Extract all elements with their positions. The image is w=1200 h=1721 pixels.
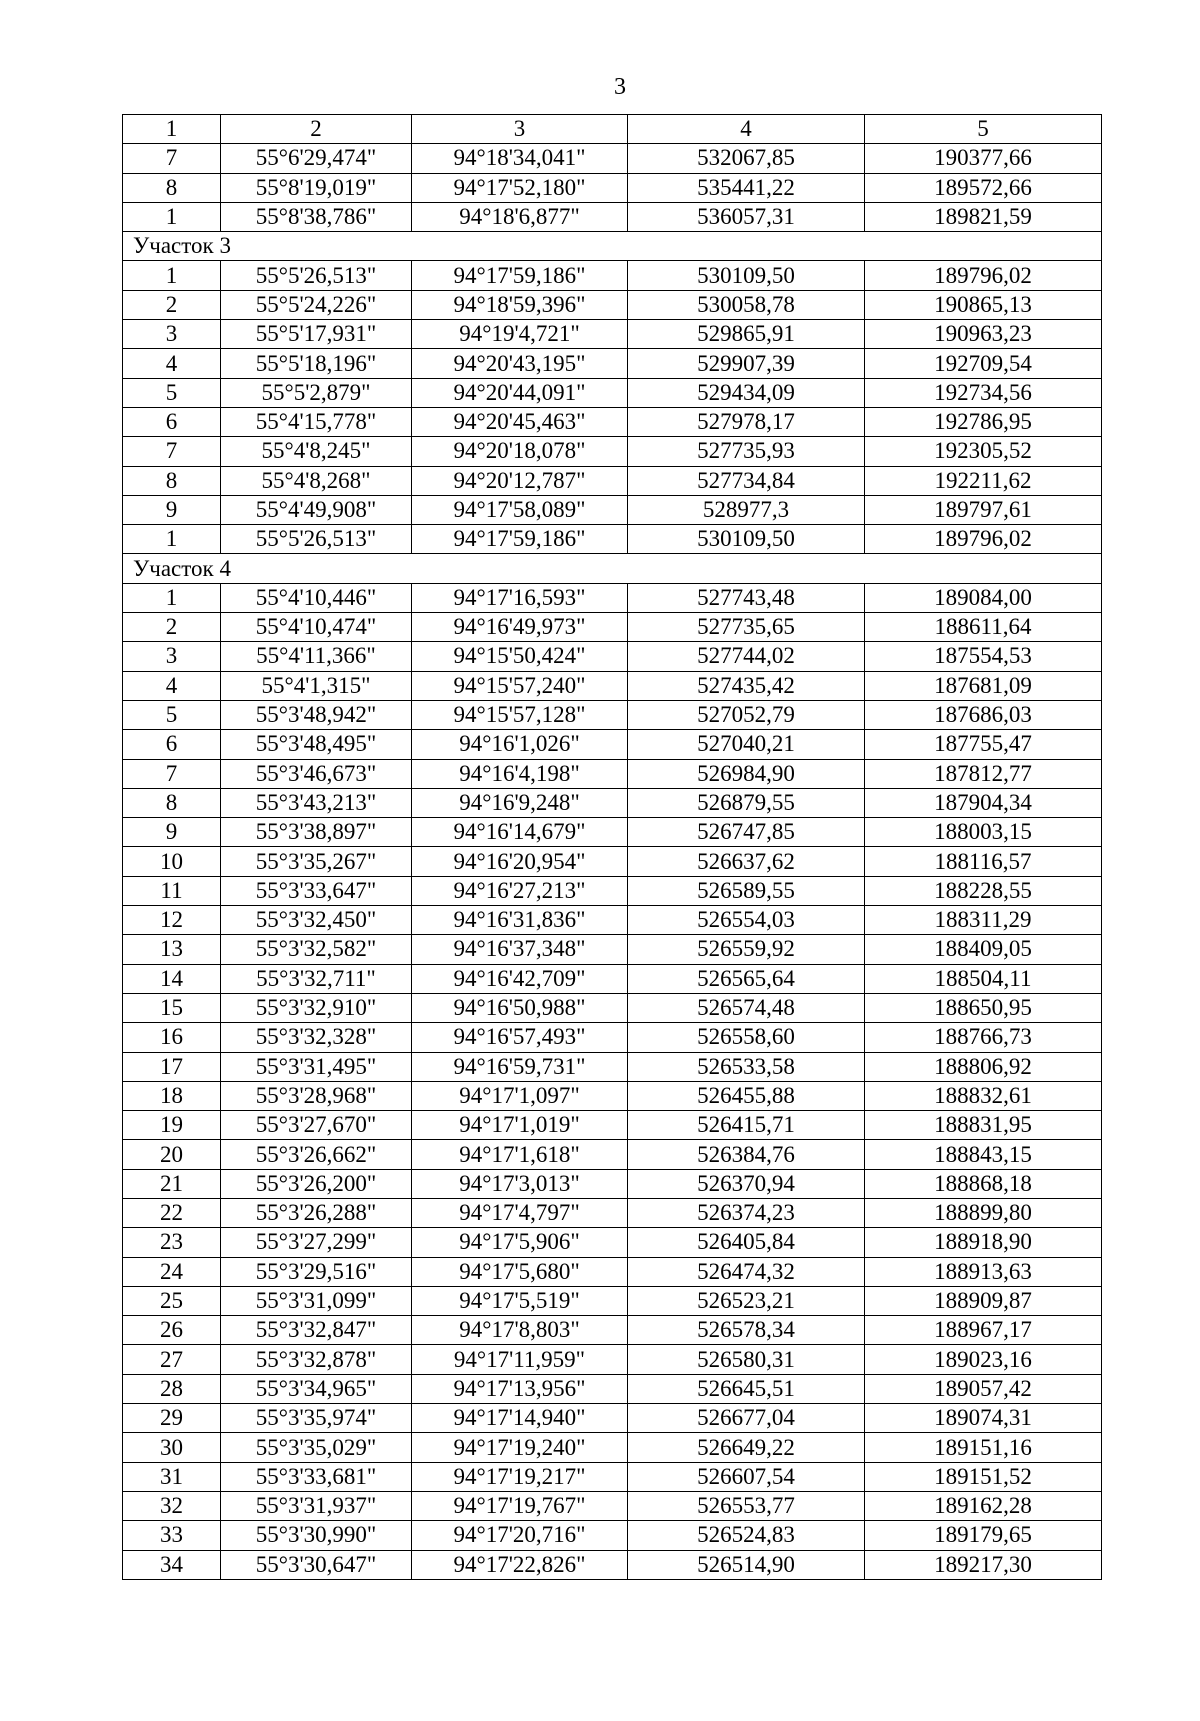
longitude-cell: 94°16'49,973": [412, 613, 628, 642]
latitude-cell: 55°3'31,937": [221, 1491, 412, 1520]
longitude-cell: 94°16'27,213": [412, 876, 628, 905]
y-coordinate-cell: 189074,31: [865, 1404, 1102, 1433]
x-coordinate-cell: 527052,79: [628, 700, 865, 729]
point-number-cell: 10: [123, 847, 221, 876]
y-coordinate-cell: 190377,66: [865, 144, 1102, 173]
y-coordinate-cell: 188116,57: [865, 847, 1102, 876]
latitude-cell: 55°5'18,196": [221, 349, 412, 378]
table-row: [123, 1550, 1102, 1579]
y-coordinate-cell: 192709,54: [865, 349, 1102, 378]
latitude-cell: 55°4'10,446": [221, 583, 412, 612]
section-title: Участок 3: [123, 232, 1102, 261]
x-coordinate-cell: 526558,60: [628, 1023, 865, 1052]
longitude-cell: 94°16'31,836": [412, 906, 628, 935]
x-coordinate-cell: 527978,17: [628, 407, 865, 436]
table-row: [123, 1374, 1102, 1403]
point-number-cell: 17: [123, 1052, 221, 1081]
y-coordinate-cell: 189162,28: [865, 1491, 1102, 1520]
latitude-cell: 55°5'24,226": [221, 290, 412, 319]
table-row: [123, 1198, 1102, 1227]
longitude-cell: 94°18'6,877": [412, 202, 628, 231]
point-number-cell: 8: [123, 173, 221, 202]
table-row: [123, 495, 1102, 524]
point-number-cell: 3: [123, 642, 221, 671]
point-number-cell: 6: [123, 730, 221, 759]
y-coordinate-cell: 189179,65: [865, 1521, 1102, 1550]
x-coordinate-cell: 526580,31: [628, 1345, 865, 1374]
latitude-cell: 55°3'38,897": [221, 818, 412, 847]
table-row: [123, 818, 1102, 847]
table-row: [123, 1433, 1102, 1462]
y-coordinate-cell: 189151,52: [865, 1462, 1102, 1491]
coordinates-table: [122, 114, 1102, 1580]
y-coordinate-cell: 189797,61: [865, 495, 1102, 524]
y-coordinate-cell: 188003,15: [865, 818, 1102, 847]
longitude-cell: 94°15'57,240": [412, 671, 628, 700]
latitude-cell: 55°3'46,673": [221, 759, 412, 788]
x-coordinate-cell: 528977,3: [628, 495, 865, 524]
table-row: [123, 1345, 1102, 1374]
longitude-cell: 94°20'43,195": [412, 349, 628, 378]
longitude-cell: 94°17'1,618": [412, 1140, 628, 1169]
x-coordinate-cell: 532067,85: [628, 144, 865, 173]
point-number-cell: 12: [123, 906, 221, 935]
x-coordinate-cell: 530109,50: [628, 525, 865, 554]
y-coordinate-cell: 188918,90: [865, 1228, 1102, 1257]
longitude-cell: 94°17'5,519": [412, 1286, 628, 1315]
point-number-cell: 32: [123, 1491, 221, 1520]
longitude-cell: 94°17'19,217": [412, 1462, 628, 1491]
y-coordinate-cell: 189057,42: [865, 1374, 1102, 1403]
latitude-cell: 55°4'49,908": [221, 495, 412, 524]
longitude-cell: 94°20'12,787": [412, 466, 628, 495]
latitude-cell: 55°3'43,213": [221, 788, 412, 817]
table-row: [123, 202, 1102, 231]
x-coordinate-cell: 526523,21: [628, 1286, 865, 1315]
table-row: [123, 437, 1102, 466]
latitude-cell: 55°4'10,474": [221, 613, 412, 642]
y-coordinate-cell: 188806,92: [865, 1052, 1102, 1081]
longitude-cell: 94°17'59,186": [412, 525, 628, 554]
x-coordinate-cell: 527735,65: [628, 613, 865, 642]
latitude-cell: 55°3'27,299": [221, 1228, 412, 1257]
table-row: [123, 1316, 1102, 1345]
header-cell-3: 3: [412, 115, 628, 144]
table-row: [123, 144, 1102, 173]
x-coordinate-cell: 526879,55: [628, 788, 865, 817]
latitude-cell: 55°4'15,778": [221, 407, 412, 436]
y-coordinate-cell: 188843,15: [865, 1140, 1102, 1169]
table-row: [123, 466, 1102, 495]
x-coordinate-cell: 526474,32: [628, 1257, 865, 1286]
longitude-cell: 94°17'1,097": [412, 1081, 628, 1110]
point-number-cell: 21: [123, 1169, 221, 1198]
section-row: [123, 554, 1102, 583]
header-cell-2: 2: [221, 115, 412, 144]
table-row: [123, 1404, 1102, 1433]
latitude-cell: 55°3'35,974": [221, 1404, 412, 1433]
longitude-cell: 94°17'20,716": [412, 1521, 628, 1550]
table-row: [123, 993, 1102, 1022]
y-coordinate-cell: 188409,05: [865, 935, 1102, 964]
x-coordinate-cell: 526747,85: [628, 818, 865, 847]
table-row: [123, 1228, 1102, 1257]
latitude-cell: 55°3'31,099": [221, 1286, 412, 1315]
y-coordinate-cell: 188228,55: [865, 876, 1102, 905]
table-row: [123, 407, 1102, 436]
point-number-cell: 27: [123, 1345, 221, 1374]
longitude-cell: 94°18'59,396": [412, 290, 628, 319]
latitude-cell: 55°8'38,786": [221, 202, 412, 231]
x-coordinate-cell: 527435,42: [628, 671, 865, 700]
point-number-cell: 16: [123, 1023, 221, 1052]
table-row: [123, 173, 1102, 202]
longitude-cell: 94°17'11,959": [412, 1345, 628, 1374]
longitude-cell: 94°17'19,767": [412, 1491, 628, 1520]
table-row: [123, 964, 1102, 993]
latitude-cell: 55°3'26,288": [221, 1198, 412, 1227]
latitude-cell: 55°3'32,878": [221, 1345, 412, 1374]
point-number-cell: 29: [123, 1404, 221, 1433]
table-row: [123, 759, 1102, 788]
latitude-cell: 55°3'30,647": [221, 1550, 412, 1579]
table-row: [123, 290, 1102, 319]
latitude-cell: 55°3'27,670": [221, 1111, 412, 1140]
x-coordinate-cell: 526514,90: [628, 1550, 865, 1579]
latitude-cell: 55°5'26,513": [221, 261, 412, 290]
y-coordinate-cell: 189572,66: [865, 173, 1102, 202]
latitude-cell: 55°3'35,029": [221, 1433, 412, 1462]
x-coordinate-cell: 526607,54: [628, 1462, 865, 1491]
point-number-cell: 34: [123, 1550, 221, 1579]
y-coordinate-cell: 189796,02: [865, 525, 1102, 554]
point-number-cell: 22: [123, 1198, 221, 1227]
longitude-cell: 94°17'22,826": [412, 1550, 628, 1579]
point-number-cell: 1: [123, 261, 221, 290]
x-coordinate-cell: 526649,22: [628, 1433, 865, 1462]
x-coordinate-cell: 530109,50: [628, 261, 865, 290]
latitude-cell: 55°3'32,910": [221, 993, 412, 1022]
table-row: [123, 671, 1102, 700]
x-coordinate-cell: 527743,48: [628, 583, 865, 612]
x-coordinate-cell: 526565,64: [628, 964, 865, 993]
x-coordinate-cell: 526589,55: [628, 876, 865, 905]
y-coordinate-cell: 187681,09: [865, 671, 1102, 700]
longitude-cell: 94°17'8,803": [412, 1316, 628, 1345]
latitude-cell: 55°4'11,366": [221, 642, 412, 671]
latitude-cell: 55°3'35,267": [221, 847, 412, 876]
point-number-cell: 15: [123, 993, 221, 1022]
point-number-cell: 7: [123, 759, 221, 788]
latitude-cell: 55°3'32,711": [221, 964, 412, 993]
point-number-cell: 25: [123, 1286, 221, 1315]
table-row: [123, 1491, 1102, 1520]
longitude-cell: 94°17'13,956": [412, 1374, 628, 1403]
point-number-cell: 20: [123, 1140, 221, 1169]
y-coordinate-cell: 192734,56: [865, 378, 1102, 407]
x-coordinate-cell: 529907,39: [628, 349, 865, 378]
y-coordinate-cell: 188766,73: [865, 1023, 1102, 1052]
y-coordinate-cell: 190865,13: [865, 290, 1102, 319]
table-row: [123, 1169, 1102, 1198]
latitude-cell: 55°4'8,268": [221, 466, 412, 495]
y-coordinate-cell: 189821,59: [865, 202, 1102, 231]
table-row: [123, 583, 1102, 612]
longitude-cell: 94°18'34,041": [412, 144, 628, 173]
y-coordinate-cell: 189151,16: [865, 1433, 1102, 1462]
latitude-cell: 55°3'26,662": [221, 1140, 412, 1169]
latitude-cell: 55°6'29,474": [221, 144, 412, 173]
point-number-cell: 7: [123, 437, 221, 466]
point-number-cell: 24: [123, 1257, 221, 1286]
point-number-cell: 3: [123, 320, 221, 349]
y-coordinate-cell: 189796,02: [865, 261, 1102, 290]
table-body: [123, 144, 1102, 1580]
longitude-cell: 94°16'57,493": [412, 1023, 628, 1052]
longitude-cell: 94°16'1,026": [412, 730, 628, 759]
y-coordinate-cell: 188831,95: [865, 1111, 1102, 1140]
latitude-cell: 55°3'32,450": [221, 906, 412, 935]
longitude-cell: 94°17'58,089": [412, 495, 628, 524]
table-row: [123, 876, 1102, 905]
y-coordinate-cell: 188899,80: [865, 1198, 1102, 1227]
point-number-cell: 28: [123, 1374, 221, 1403]
latitude-cell: 55°3'29,516": [221, 1257, 412, 1286]
y-coordinate-cell: 189023,16: [865, 1345, 1102, 1374]
section-title: Участок 4: [123, 554, 1102, 583]
y-coordinate-cell: 190963,23: [865, 320, 1102, 349]
table-header-row: [123, 115, 1102, 144]
x-coordinate-cell: 527744,02: [628, 642, 865, 671]
longitude-cell: 94°17'5,680": [412, 1257, 628, 1286]
point-number-cell: 9: [123, 495, 221, 524]
x-coordinate-cell: 526984,90: [628, 759, 865, 788]
table-row: [123, 730, 1102, 759]
x-coordinate-cell: 526370,94: [628, 1169, 865, 1198]
x-coordinate-cell: 526524,83: [628, 1521, 865, 1550]
x-coordinate-cell: 529865,91: [628, 320, 865, 349]
point-number-cell: 1: [123, 583, 221, 612]
x-coordinate-cell: 526559,92: [628, 935, 865, 964]
longitude-cell: 94°16'50,988": [412, 993, 628, 1022]
y-coordinate-cell: 189084,00: [865, 583, 1102, 612]
table-row: [123, 1521, 1102, 1550]
x-coordinate-cell: 526455,88: [628, 1081, 865, 1110]
latitude-cell: 55°3'30,990": [221, 1521, 412, 1550]
latitude-cell: 55°3'32,582": [221, 935, 412, 964]
point-number-cell: 23: [123, 1228, 221, 1257]
x-coordinate-cell: 529434,09: [628, 378, 865, 407]
longitude-cell: 94°17'3,013": [412, 1169, 628, 1198]
point-number-cell: 13: [123, 935, 221, 964]
y-coordinate-cell: 188611,64: [865, 613, 1102, 642]
point-number-cell: 1: [123, 525, 221, 554]
latitude-cell: 55°3'32,847": [221, 1316, 412, 1345]
latitude-cell: 55°8'19,019": [221, 173, 412, 202]
longitude-cell: 94°20'18,078": [412, 437, 628, 466]
latitude-cell: 55°4'8,245": [221, 437, 412, 466]
table-row: [123, 525, 1102, 554]
section-row: [123, 232, 1102, 261]
table-row: [123, 1257, 1102, 1286]
longitude-cell: 94°16'37,348": [412, 935, 628, 964]
latitude-cell: 55°5'17,931": [221, 320, 412, 349]
y-coordinate-cell: 189217,30: [865, 1550, 1102, 1579]
y-coordinate-cell: 187686,03: [865, 700, 1102, 729]
table-row: [123, 1462, 1102, 1491]
y-coordinate-cell: 188832,61: [865, 1081, 1102, 1110]
x-coordinate-cell: 526578,34: [628, 1316, 865, 1345]
table-row: [123, 642, 1102, 671]
x-coordinate-cell: 526677,04: [628, 1404, 865, 1433]
longitude-cell: 94°17'5,906": [412, 1228, 628, 1257]
latitude-cell: 55°3'33,681": [221, 1462, 412, 1491]
point-number-cell: 6: [123, 407, 221, 436]
longitude-cell: 94°16'42,709": [412, 964, 628, 993]
point-number-cell: 30: [123, 1433, 221, 1462]
latitude-cell: 55°3'48,495": [221, 730, 412, 759]
page-number: 3: [614, 74, 626, 100]
point-number-cell: 2: [123, 290, 221, 319]
y-coordinate-cell: 192305,52: [865, 437, 1102, 466]
table-row: [123, 847, 1102, 876]
y-coordinate-cell: 188913,63: [865, 1257, 1102, 1286]
x-coordinate-cell: 527735,93: [628, 437, 865, 466]
point-number-cell: 4: [123, 349, 221, 378]
x-coordinate-cell: 526415,71: [628, 1111, 865, 1140]
table-row: [123, 261, 1102, 290]
point-number-cell: 19: [123, 1111, 221, 1140]
latitude-cell: 55°3'48,942": [221, 700, 412, 729]
table-row: [123, 1140, 1102, 1169]
point-number-cell: 4: [123, 671, 221, 700]
table-row: [123, 935, 1102, 964]
point-number-cell: 1: [123, 202, 221, 231]
y-coordinate-cell: 192786,95: [865, 407, 1102, 436]
table-row: [123, 700, 1102, 729]
longitude-cell: 94°16'59,731": [412, 1052, 628, 1081]
header-cell-4: 4: [628, 115, 865, 144]
x-coordinate-cell: 527734,84: [628, 466, 865, 495]
table-row: [123, 1286, 1102, 1315]
point-number-cell: 5: [123, 378, 221, 407]
longitude-cell: 94°17'14,940": [412, 1404, 628, 1433]
table-row: [123, 349, 1102, 378]
x-coordinate-cell: 526574,48: [628, 993, 865, 1022]
table-row: [123, 613, 1102, 642]
point-number-cell: 31: [123, 1462, 221, 1491]
point-number-cell: 33: [123, 1521, 221, 1550]
table-row: [123, 1023, 1102, 1052]
point-number-cell: 14: [123, 964, 221, 993]
x-coordinate-cell: 535441,22: [628, 173, 865, 202]
latitude-cell: 55°3'33,647": [221, 876, 412, 905]
x-coordinate-cell: 526374,23: [628, 1198, 865, 1227]
x-coordinate-cell: 526384,76: [628, 1140, 865, 1169]
point-number-cell: 8: [123, 466, 221, 495]
y-coordinate-cell: 188311,29: [865, 906, 1102, 935]
point-number-cell: 18: [123, 1081, 221, 1110]
table-row: [123, 788, 1102, 817]
table-row: [123, 906, 1102, 935]
x-coordinate-cell: 526645,51: [628, 1374, 865, 1403]
longitude-cell: 94°17'4,797": [412, 1198, 628, 1227]
x-coordinate-cell: 526553,77: [628, 1491, 865, 1520]
header-cell-5: 5: [865, 115, 1102, 144]
longitude-cell: 94°17'19,240": [412, 1433, 628, 1462]
longitude-cell: 94°17'16,593": [412, 583, 628, 612]
point-number-cell: 8: [123, 788, 221, 817]
table-row: [123, 320, 1102, 349]
longitude-cell: 94°15'57,128": [412, 700, 628, 729]
table-row: [123, 1081, 1102, 1110]
longitude-cell: 94°15'50,424": [412, 642, 628, 671]
latitude-cell: 55°3'32,328": [221, 1023, 412, 1052]
header-cell-1: 1: [123, 115, 221, 144]
latitude-cell: 55°5'2,879": [221, 378, 412, 407]
point-number-cell: 7: [123, 144, 221, 173]
y-coordinate-cell: 192211,62: [865, 466, 1102, 495]
longitude-cell: 94°20'45,463": [412, 407, 628, 436]
x-coordinate-cell: 526533,58: [628, 1052, 865, 1081]
longitude-cell: 94°16'9,248": [412, 788, 628, 817]
y-coordinate-cell: 188909,87: [865, 1286, 1102, 1315]
point-number-cell: 2: [123, 613, 221, 642]
y-coordinate-cell: 188504,11: [865, 964, 1102, 993]
x-coordinate-cell: 527040,21: [628, 730, 865, 759]
y-coordinate-cell: 187812,77: [865, 759, 1102, 788]
table-row: [123, 378, 1102, 407]
latitude-cell: 55°3'31,495": [221, 1052, 412, 1081]
point-number-cell: 26: [123, 1316, 221, 1345]
longitude-cell: 94°16'20,954": [412, 847, 628, 876]
point-number-cell: 5: [123, 700, 221, 729]
latitude-cell: 55°4'1,315": [221, 671, 412, 700]
longitude-cell: 94°17'52,180": [412, 173, 628, 202]
table-row: [123, 1111, 1102, 1140]
x-coordinate-cell: 530058,78: [628, 290, 865, 319]
longitude-cell: 94°17'1,019": [412, 1111, 628, 1140]
latitude-cell: 55°3'34,965": [221, 1374, 412, 1403]
table-row: [123, 1052, 1102, 1081]
x-coordinate-cell: 526554,03: [628, 906, 865, 935]
x-coordinate-cell: 536057,31: [628, 202, 865, 231]
longitude-cell: 94°16'4,198": [412, 759, 628, 788]
latitude-cell: 55°3'28,968": [221, 1081, 412, 1110]
point-number-cell: 11: [123, 876, 221, 905]
longitude-cell: 94°19'4,721": [412, 320, 628, 349]
latitude-cell: 55°3'26,200": [221, 1169, 412, 1198]
x-coordinate-cell: 526405,84: [628, 1228, 865, 1257]
longitude-cell: 94°20'44,091": [412, 378, 628, 407]
longitude-cell: 94°16'14,679": [412, 818, 628, 847]
longitude-cell: 94°17'59,186": [412, 261, 628, 290]
y-coordinate-cell: 187554,53: [865, 642, 1102, 671]
y-coordinate-cell: 187755,47: [865, 730, 1102, 759]
y-coordinate-cell: 188650,95: [865, 993, 1102, 1022]
point-number-cell: 9: [123, 818, 221, 847]
y-coordinate-cell: 188967,17: [865, 1316, 1102, 1345]
x-coordinate-cell: 526637,62: [628, 847, 865, 876]
y-coordinate-cell: 188868,18: [865, 1169, 1102, 1198]
y-coordinate-cell: 187904,34: [865, 788, 1102, 817]
latitude-cell: 55°5'26,513": [221, 525, 412, 554]
